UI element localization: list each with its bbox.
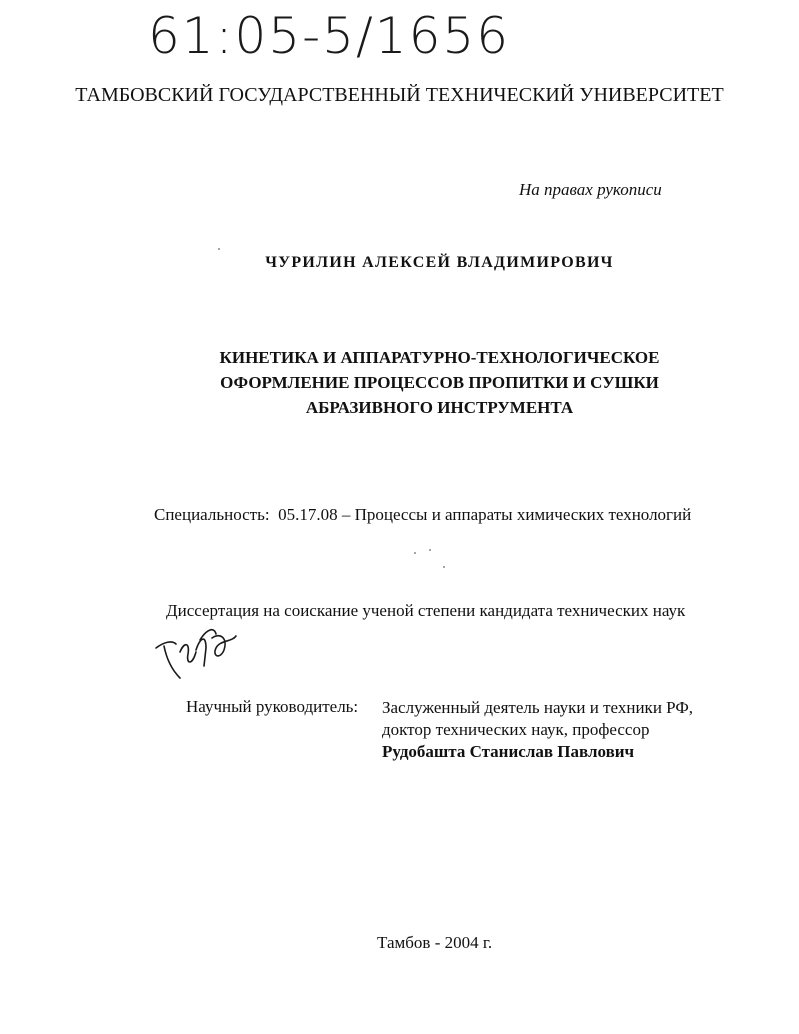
- supervisor-info: [382, 697, 693, 763]
- place-and-year: Тамбов - 2004 г.: [377, 933, 493, 952]
- supervisor-title-line: доктор технических наук, профессор: [382, 720, 650, 739]
- university-name: ТАМБОВСКИЙ ГОСУДАРСТВЕННЫЙ ТЕХНИЧЕСКИЙ УНИВЕРСИТЕТ: [75, 84, 724, 106]
- title-line: КИНЕТИКА И АППАРАТУРНО-ТЕХНОЛОГИЧЕСКОЕ: [219, 348, 660, 367]
- supervisor-label: Научный руководитель:: [186, 697, 359, 716]
- supervisor-name: Рудобашта Станислав Павлович: [382, 742, 635, 761]
- title-line: АБРАЗИВНОГО ИНСТРУМЕНТА: [305, 398, 574, 417]
- scan-speck: [218, 248, 220, 250]
- signature: [150, 612, 240, 682]
- specialty-label: Специальность:: [154, 505, 270, 524]
- specialty-code: 05.17.08: [278, 505, 338, 524]
- scan-speck: [429, 549, 431, 551]
- specialty: [154, 505, 691, 525]
- author-name: ЧУРИЛИН АЛЕКСЕЙ ВЛАДИМИРОВИЧ: [265, 254, 614, 271]
- rights-note: На правах рукописи: [519, 180, 662, 199]
- scan-speck: [443, 566, 445, 568]
- title-line: ОФОРМЛЕНИЕ ПРОЦЕССОВ ПРОПИТКИ И СУШКИ: [220, 373, 659, 392]
- archive-code: [148, 6, 588, 78]
- scan-speck: [414, 552, 416, 554]
- specialty-name: – Процессы и аппараты химических технологий: [341, 505, 692, 524]
- supervisor-title-line: Заслуженный деятель науки и техники РФ,: [382, 698, 694, 717]
- archive-code-text: 61:05-5/1656: [148, 7, 511, 65]
- dissertation-title: [0, 345, 799, 420]
- degree-statement: Диссертация на соискание ученой степени кандидата технических наук: [166, 601, 686, 620]
